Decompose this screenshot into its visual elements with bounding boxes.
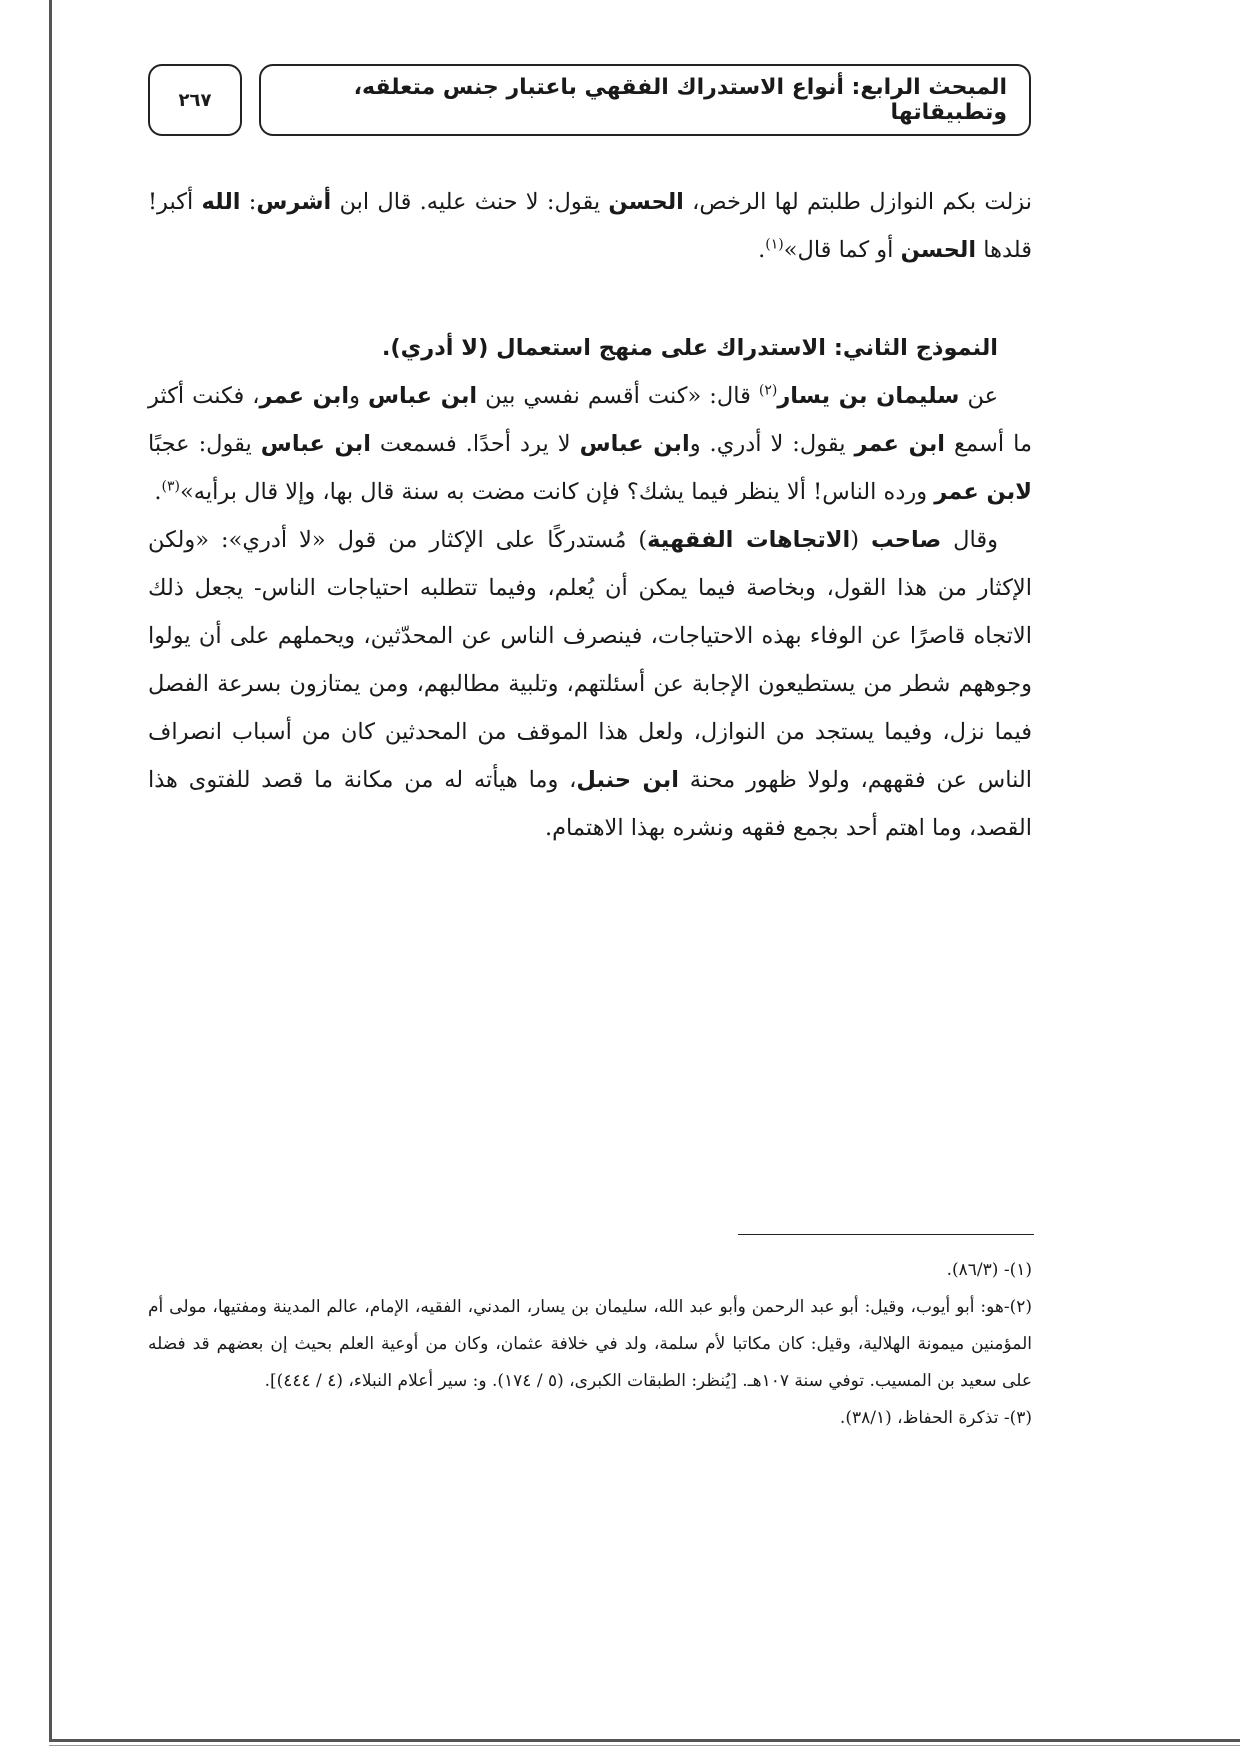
chapter-title-box [259, 64, 1031, 136]
bold-name: ابن حنبل [576, 767, 679, 793]
page-frame-left [49, 0, 52, 1742]
text-run: : [240, 189, 257, 215]
footnote-separator [738, 1234, 1034, 1235]
bold-name: الاتجاهات الفقهية [647, 527, 851, 553]
bold-name: أشرس [256, 189, 332, 215]
bold-name: ابن عمر [259, 383, 350, 409]
paragraph [148, 516, 1032, 852]
text-run: أو كما قال» [783, 237, 901, 263]
bold-name: ابن عباس [260, 431, 371, 457]
text-run: ، وما هيأته له من مكانة ما قصد للفتوى هذا القصد، وما اهتم أحد بجمع فقهه ونشره بهذا الاهتمام. [148, 767, 1032, 841]
paragraph [148, 372, 1032, 516]
bold-name: النموذج الثاني: الاستدراك على منهج استعمال (لا أدري). [381, 335, 998, 361]
text-run: قال: «كنت أقسم نفسي بين [477, 383, 759, 409]
chapter-title: المبحث الرابع: أنواع الاستدراك الفقهي باعتبار جنس متعلقه، وتطبيقاتها [353, 75, 1007, 125]
paragraph [148, 178, 1032, 274]
footnote-ref: (١) [765, 236, 784, 253]
bold-name: صاحب [870, 527, 942, 553]
text-run: يقول: عجبًا [148, 431, 261, 457]
text-run: أكبر! قلدها [148, 189, 1032, 263]
text-run: عن [959, 383, 998, 409]
text-run: يقول: لا حنث عليه. قال ابن [331, 189, 609, 215]
text-run: . [154, 479, 162, 505]
bold-name: ابن عمر [854, 431, 946, 457]
footnote-ref: (٢) [758, 382, 778, 399]
bold-name: الحسن [608, 189, 684, 215]
footnote-ref: (٣) [161, 478, 180, 495]
text-run: ورده الناس! ألا ينظر فيما يشك؟ فإن كانت مضت به سنة قال بها، وإلا قال برأيه» [179, 479, 935, 505]
footnote-1: (١)- (٨٦/٣). [946, 1260, 1032, 1280]
text-run: ) مُستدركًا على الإكثار من قول «لا أدري»: «ولكن الإكثار من هذا القول، وبخاصة فيما يمكن أن يُعلم، وفيما تتطلبه احتياجات الناس- يجعل ذلك الاتجاه قاصرًا عن الوفاء بهذه الاحتياجات، فينصرف الناس عن المحدّثين، ويحملهم على أن يولوا وجوههم شطر من يستطيعون الإجابة عن أسئلتهم، وتلبية مطالبهم، ومن يمتازون بسرعة الفصل فيما نزل، وفيما يستجد من النوازل، ولعل هذا الموقف من المحدثين كان من أسباب انصراف الناس عن فقههم، ولولا ظهور محنة [148, 527, 1032, 793]
text-run: يقول: لا أدري. و [689, 431, 855, 457]
page-number-box [148, 64, 242, 136]
bold-name: ابن عباس [367, 383, 478, 409]
text-run: وقال [941, 527, 998, 553]
text-run: ( [850, 527, 871, 553]
text-run: . [758, 237, 766, 263]
footnote-3: (٣)- تذكرة الحفاظ، (٣٨/١). [839, 1408, 1032, 1428]
section-heading [148, 324, 1032, 372]
bold-name: سليمان بن يسار [777, 383, 960, 409]
text-run: ، فكنت أكثر ما أسمع [148, 383, 1032, 457]
bold-name: لابن عمر [934, 479, 1032, 505]
text-run: نزلت بكم النوازل طلبتم لها الرخص، [683, 189, 1032, 215]
bold-name: ابن عباس [579, 431, 690, 457]
bold-name: الحسن [900, 237, 977, 263]
bold-name: الله [201, 189, 241, 215]
footnotes [148, 1252, 1032, 1437]
text-run: و [349, 383, 368, 409]
body-text [148, 178, 1032, 852]
page-frame-bottom-shadow [49, 1745, 1240, 1746]
page-frame-bottom [49, 1739, 1240, 1742]
page-number: ٢٦٧ [178, 89, 212, 111]
text-run: لا يرد أحدًا. فسمعت [370, 431, 580, 457]
footnote-2: (٢)-هو: أبو أيوب، وقيل: أبو عبد الرحمن وأبو عبد الله، سليمان بن يسار، المدني، الفقيه، الإمام، عالم المدينة ومفتيها، مولى أم المؤمنين ميمونة الهلالية، وقيل: كان مكاتبا لأم سلمة، ولد في خلافة عثمان، وكان من أوعية العلم بحيث إن بعضهم قد فضله على سعيد بن المسيب. توفي سنة ١٠٧هـ. [يُنظر: الطبقات الكبرى، (٥ / ١٧٤). و: سير أعلام النبلاء، (٤ / ٤٤٤)]. [148, 1297, 1032, 1391]
